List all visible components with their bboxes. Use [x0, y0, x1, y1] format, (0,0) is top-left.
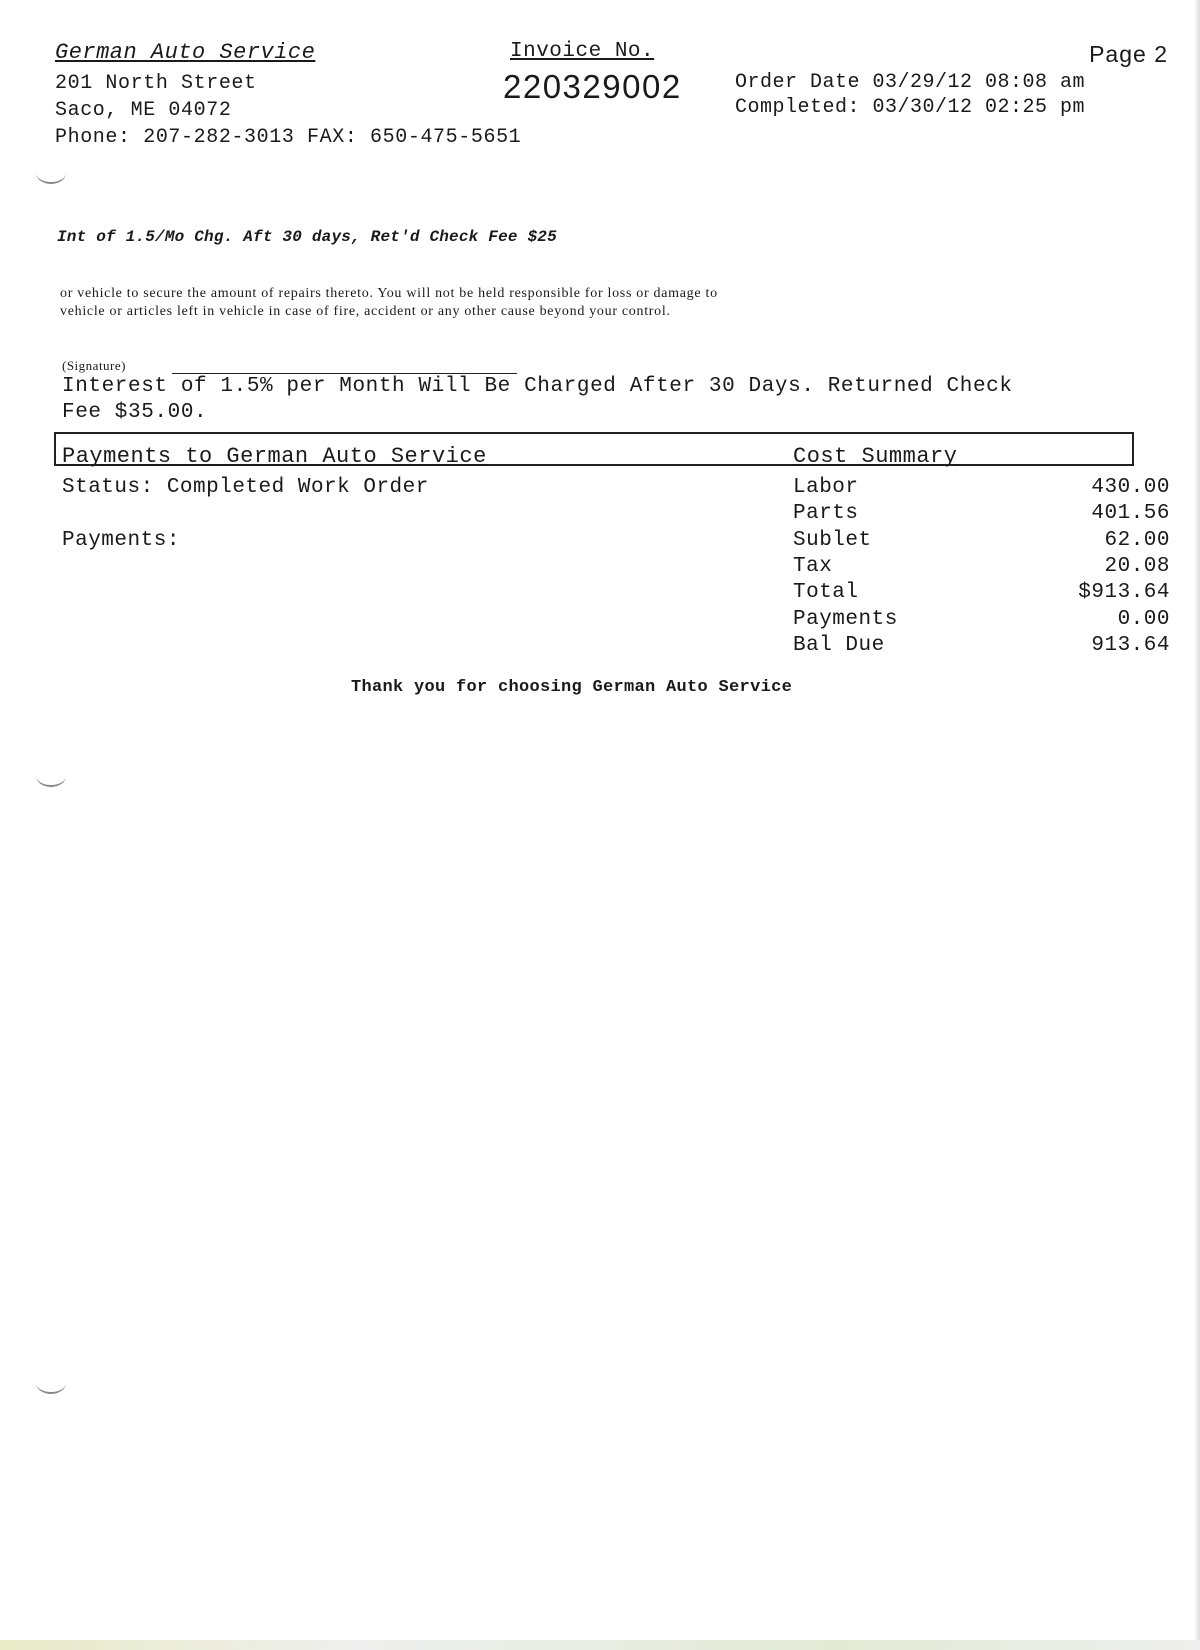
cost-label-balance-due: Bal Due: [793, 634, 885, 657]
thank-you-message: Thank you for choosing German Auto Service: [351, 678, 793, 697]
scan-edge-shadow: [1194, 0, 1200, 1650]
invoice-label: Invoice No.: [510, 40, 655, 63]
hole-punch-mark: [36, 162, 66, 184]
completed-date: Completed: 03/30/12 02:25 pm: [735, 96, 1086, 119]
payments-heading: Payments to German Auto Service: [62, 444, 487, 469]
hole-punch-mark: [36, 1372, 66, 1394]
invoice-number: 220329002: [503, 68, 682, 105]
cost-label-sublet: Sublet: [793, 529, 872, 552]
cost-label-tax: Tax: [793, 555, 833, 578]
cost-value-sublet: 62.00: [1104, 529, 1170, 552]
cost-label-total: Total: [793, 581, 859, 604]
signature-label: (Signature): [62, 358, 126, 373]
cost-summary-heading: Cost Summary: [793, 444, 958, 469]
address-line-2: Saco, ME 04072: [55, 99, 232, 122]
payments-label: Payments:: [62, 529, 180, 552]
phone-fax-line: Phone: 207-282-3013 FAX: 650-475-5651: [55, 126, 522, 149]
cost-value-tax: 20.08: [1104, 555, 1170, 578]
cost-label-parts: Parts: [793, 502, 859, 525]
company-name: German Auto Service: [55, 40, 316, 65]
disclaimer-line-1: or vehicle to secure the amount of repairs thereto. You will not be held responsible for loss or damage to: [60, 286, 718, 301]
cost-label-payments: Payments: [793, 608, 898, 631]
cost-value-parts: 401.56: [1091, 502, 1170, 525]
cost-value-balance-due: 913.64: [1091, 634, 1170, 657]
interest-terms-short: Int of 1.5/Mo Chg. Aft 30 days, Ret'd Check Fee $25: [57, 228, 557, 246]
work-order-status: Status: Completed Work Order: [62, 476, 429, 499]
order-date: Order Date 03/29/12 08:08 am: [735, 71, 1086, 94]
cost-value-total: $913.64: [1078, 581, 1170, 604]
disclaimer-line-2: vehicle or articles left in vehicle in case of fire, accident or any other cause beyond your control.: [60, 304, 671, 319]
cost-value-labor: 430.00: [1091, 476, 1170, 499]
cost-label-labor: Labor: [793, 476, 859, 499]
scan-bottom-band: [0, 1640, 1200, 1650]
liability-disclaimer: [60, 285, 718, 321]
page-number: Page 2: [1089, 41, 1168, 67]
hole-punch-mark: [36, 765, 66, 787]
cost-value-payments: 0.00: [1117, 608, 1170, 631]
interest-terms-long: Interest of 1.5% per Month Will Be Charged After 30 Days. Returned Check Fee $35.00.: [62, 375, 1013, 424]
address-line-1: 201 North Street: [55, 72, 257, 95]
